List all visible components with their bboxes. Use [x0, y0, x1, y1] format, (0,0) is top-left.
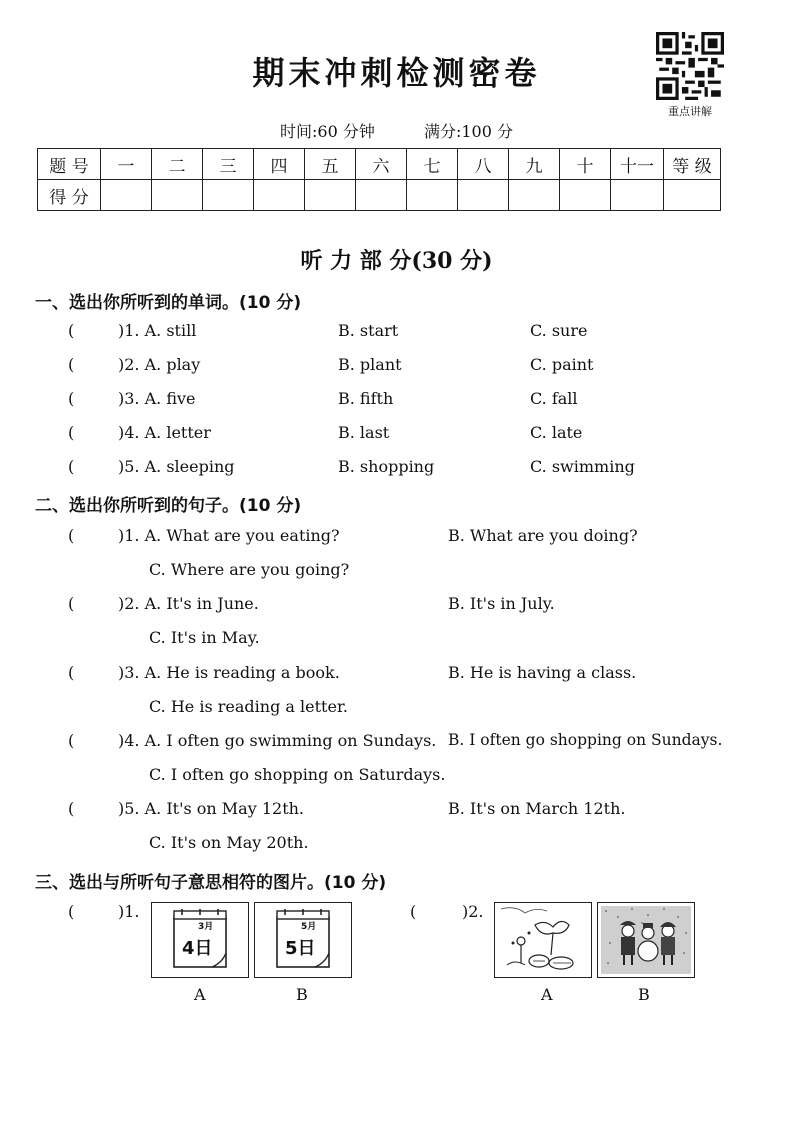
option-c: C. sure — [530, 321, 588, 340]
score-table-column: 三 — [203, 149, 254, 180]
answer-paren: ( — [68, 423, 75, 442]
picture-a-flower-scene[interactable] — [494, 902, 592, 978]
option-b: B. last — [338, 423, 390, 442]
qr-code-icon — [656, 32, 724, 100]
score-cell — [611, 180, 664, 211]
calendar-day: 4日 — [182, 938, 213, 959]
picture-label: A — [541, 985, 553, 1004]
option-a: )4. A. I often go swimming on Sundays. — [118, 731, 437, 750]
question-number: )1. — [118, 902, 140, 921]
score-table-column: 九 — [509, 149, 560, 180]
option-b: B. fifth — [338, 389, 394, 408]
answer-paren: ( — [68, 799, 75, 818]
score-cell — [305, 180, 356, 211]
score-cell — [407, 180, 458, 211]
picture-b-snow-scene[interactable] — [597, 902, 695, 978]
answer-paren: ( — [68, 663, 75, 682]
option-b: B. It's in July. — [448, 594, 555, 613]
option-c: C. I often go shopping on Saturdays. — [149, 765, 446, 784]
option-a: )1. A. still — [118, 321, 197, 340]
score-table-column: 等 级 — [664, 149, 721, 180]
score-cell — [152, 180, 203, 211]
option-c: C. He is reading a letter. — [149, 697, 348, 716]
answer-paren: ( — [68, 902, 75, 921]
score-table-header-row — [38, 149, 721, 180]
question-number: )2. — [462, 902, 484, 921]
option-a: )4. A. letter — [118, 423, 211, 442]
option-a: )3. A. five — [118, 389, 196, 408]
answer-paren: ( — [68, 457, 75, 476]
score-table-column: 七 — [407, 149, 458, 180]
score-table-row-label: 题 号 — [38, 149, 101, 180]
option-a: )5. A. sleeping — [118, 457, 235, 476]
score-table-column: 四 — [254, 149, 305, 180]
score-cell — [509, 180, 560, 211]
score-table-column: 六 — [356, 149, 407, 180]
full-score: 满分:100 分 — [423, 122, 513, 141]
picture-label: A — [194, 985, 206, 1004]
flower-scene-icon — [495, 903, 591, 977]
section-title: 听 力 部 分(30 分) — [300, 248, 493, 274]
score-table-column: 八 — [458, 149, 509, 180]
snowy-children-icon — [598, 903, 694, 977]
part2-heading: 二、选出你所听到的句子。(10 分) — [35, 496, 302, 516]
score-cell — [254, 180, 305, 211]
option-b: B. start — [338, 321, 399, 340]
score-table-column: 二 — [152, 149, 203, 180]
part1-heading: 一、选出你所听到的单词。(10 分) — [35, 293, 302, 313]
score-cell — [664, 180, 721, 211]
exam-meta — [0, 119, 793, 142]
score-table-column: 十 — [560, 149, 611, 180]
score-cell — [101, 180, 152, 211]
score-cell — [560, 180, 611, 211]
calendar-month: 5月 — [301, 922, 317, 932]
option-b: B. plant — [338, 355, 402, 374]
calendar-month: 3月 — [198, 922, 214, 932]
score-cell — [203, 180, 254, 211]
picture-a-calendar[interactable] — [151, 902, 249, 978]
part3-heading: 三、选出与所听句子意思相符的图片。(10 分) — [35, 873, 387, 893]
picture-label: B — [296, 985, 308, 1004]
option-a: )5. A. It's on May 12th. — [118, 799, 305, 818]
time-limit: 时间:60 分钟 — [280, 122, 375, 141]
answer-paren: ( — [68, 355, 75, 374]
option-b: B. It's on March 12th. — [448, 799, 626, 818]
option-c: C. paint — [530, 355, 594, 374]
score-table — [37, 148, 721, 211]
option-b: B. What are you doing? — [448, 526, 638, 545]
option-a: )1. A. What are you eating? — [118, 526, 340, 545]
score-table-column: 五 — [305, 149, 356, 180]
answer-paren: ( — [68, 526, 75, 545]
option-b: B. He is having a class. — [448, 663, 637, 682]
answer-paren: ( — [68, 594, 75, 613]
option-a: )2. A. It's in June. — [118, 594, 259, 613]
calendar-day: 5日 — [285, 938, 316, 959]
option-c: C. It's on May 20th. — [149, 833, 309, 852]
option-b: B. shopping — [338, 457, 435, 476]
option-c: C. fall — [530, 389, 578, 408]
option-b: B. I often go shopping on Sundays. — [448, 731, 723, 749]
score-table-row-label: 得 分 — [38, 180, 101, 211]
option-a: )2. A. play — [118, 355, 201, 374]
score-table-column: 一 — [101, 149, 152, 180]
score-table-score-row — [38, 180, 721, 211]
page-title: 期末冲刺检测密卷 — [252, 54, 541, 92]
option-a: )3. A. He is reading a book. — [118, 663, 340, 682]
option-c: C. swimming — [530, 457, 635, 476]
option-c: C. It's in May. — [149, 628, 260, 647]
answer-paren: ( — [68, 731, 75, 750]
option-c: C. late — [530, 423, 583, 442]
score-table-column: 十一 — [611, 149, 664, 180]
picture-label: B — [638, 985, 650, 1004]
score-cell — [458, 180, 509, 211]
option-c: C. Where are you going? — [149, 560, 350, 579]
answer-paren: ( — [68, 321, 75, 340]
answer-paren: ( — [68, 389, 75, 408]
score-cell — [356, 180, 407, 211]
answer-paren: ( — [410, 902, 417, 921]
qr-caption: 重点讲解 — [668, 105, 712, 118]
picture-b-calendar[interactable] — [254, 902, 352, 978]
